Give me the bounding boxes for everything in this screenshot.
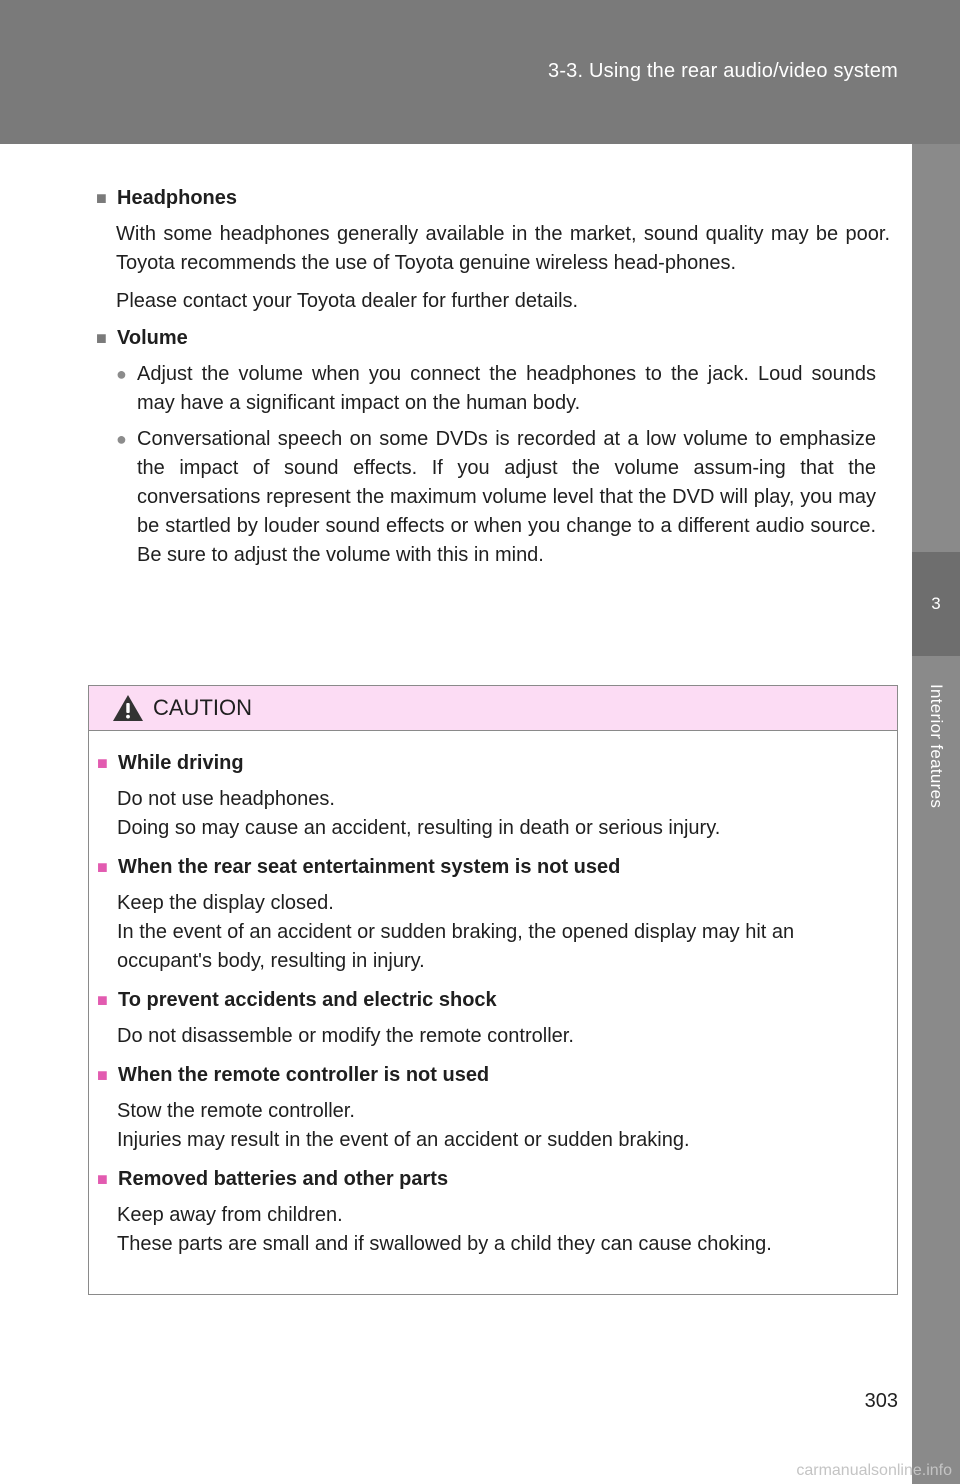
text-line: Do not use headphones. (117, 788, 335, 810)
caution-section-text (117, 889, 889, 976)
caution-section-heading (97, 853, 889, 881)
text-line: Keep the display closed. (117, 892, 334, 914)
caution-section-heading (97, 1061, 889, 1089)
paragraph: Please contact your Toyota dealer for further details. (116, 290, 579, 312)
caution-section-text (117, 785, 889, 843)
heading-text: While driving (118, 752, 244, 774)
warning-triangle-icon (111, 693, 145, 723)
side-tab-chapter-number: 3 (912, 552, 960, 656)
heading-text: When the remote controller is not used (118, 1064, 490, 1086)
caution-section-heading (97, 749, 889, 777)
caution-header (89, 686, 897, 731)
paragraph: With some headphones generally available in the market, sound quality may be poor. Toyota recommends the use of Toyota genuine wireless head-phones. (116, 223, 890, 274)
text-line: Injuries may result in the event of an accident or sudden braking. (117, 1129, 690, 1151)
caution-section-heading (97, 986, 889, 1014)
square-bullet-icon: ■ (97, 1065, 108, 1085)
text-line: Stow the remote controller. (117, 1100, 355, 1122)
heading-text: Volume (117, 327, 188, 349)
side-tab-upper (912, 144, 960, 552)
caution-section (97, 1061, 889, 1155)
text-line: Keep away from children. (117, 1204, 343, 1226)
list-item-text: Conversational speech on some DVDs is recorded at a low volume to emphasize the impact of sound effects. If you adjust the volume assum-ing that the conversations represent the maximum volume level that the DVD will play, you may be startled by louder sound effects or when you change to a different audio source. Be sure to adjust the volume with this in mind. (137, 428, 876, 566)
list-item-text: Adjust the volume when you connect the headphones to the jack. Loud sounds may have a significant impact on the human body. (137, 363, 876, 414)
round-bullet-icon: ● (116, 364, 127, 384)
section-heading-headphones (96, 184, 890, 212)
text-line: These parts are small and if swallowed by a child they can cause choking. (117, 1233, 772, 1255)
heading-text: When the rear seat entertainment system is not used (118, 856, 621, 878)
section-title: 3-3. Using the rear audio/video system (548, 60, 898, 82)
caution-section (97, 853, 889, 976)
watermark: carmanualsonline.info (796, 1462, 952, 1479)
main-content (96, 184, 890, 570)
round-bullet-icon: ● (116, 429, 127, 449)
heading-text: To prevent accidents and electric shock (118, 989, 497, 1011)
section-heading-volume (96, 324, 890, 352)
caution-section-text (117, 1201, 889, 1259)
square-bullet-icon: ■ (97, 1169, 108, 1189)
text-line: Doing so may cause an accident, resulting in death or serious injury. (117, 817, 721, 839)
caution-section (97, 1165, 889, 1259)
bullet-list (116, 360, 890, 570)
caution-section-heading (97, 1165, 889, 1193)
caution-section (97, 986, 889, 1051)
text-line: In the event of an accident or sudden braking, the opened display may hit an occupant's body, resulting in injury. (117, 921, 795, 972)
heading-text: Removed batteries and other parts (118, 1168, 449, 1190)
square-bullet-icon: ■ (96, 328, 107, 348)
caution-section-text (117, 1097, 889, 1155)
side-tab-label (912, 666, 960, 826)
square-bullet-icon: ■ (96, 188, 107, 208)
caution-box (88, 685, 898, 1295)
caution-body (89, 731, 897, 1259)
caution-label: CAUTION (153, 695, 252, 720)
heading-text: Headphones (117, 187, 238, 209)
text-line: Do not disassemble or modify the remote controller. (117, 1025, 574, 1047)
caution-section (97, 749, 889, 843)
square-bullet-icon: ■ (97, 857, 108, 877)
chapter-label: Interior features (927, 683, 946, 809)
caution-section-text (117, 1022, 889, 1051)
square-bullet-icon: ■ (97, 753, 108, 773)
square-bullet-icon: ■ (97, 990, 108, 1010)
list-item (116, 425, 890, 570)
page-number: 303 (864, 1390, 898, 1412)
list-item (116, 360, 890, 418)
